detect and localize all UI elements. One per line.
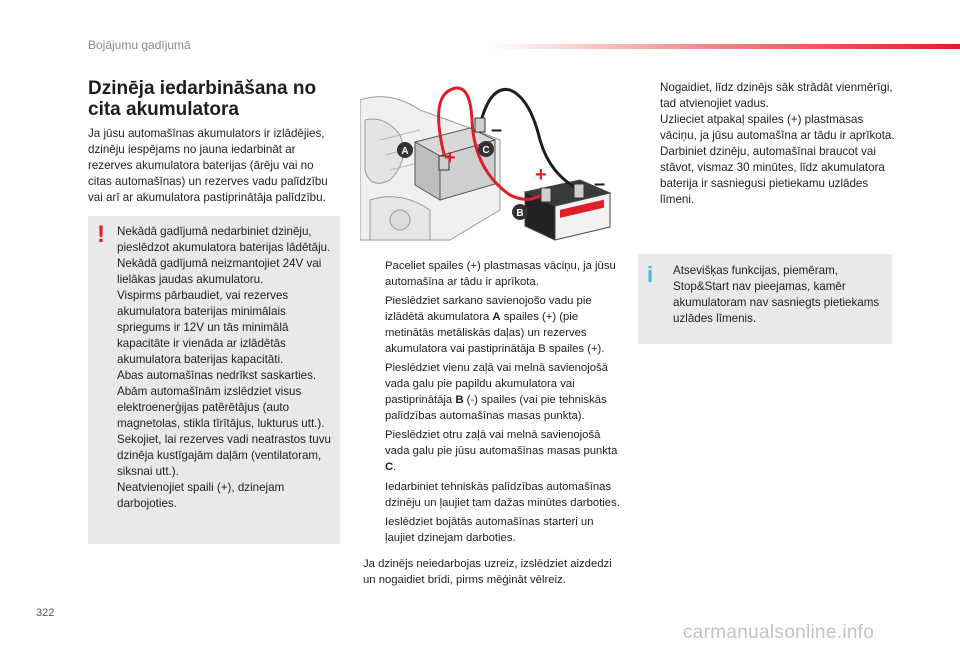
- list-item: Iedarbiniet tehniskās palīdzības automašīnas dzinēju un ļaujiet tam dažas minūtes darboties.: [385, 481, 620, 509]
- warning-exclamation-icon: !: [97, 221, 105, 248]
- watermark: carmanualsonline.info: [683, 622, 875, 643]
- list-item: Paceliet spailes (+) plastmasas vāciņu, ja jūsu automašīna ar tādu ir aprīkota.: [385, 260, 616, 288]
- steps-list-right: [638, 80, 898, 208]
- steps-list-middle-2: [363, 479, 621, 549]
- label-b-marker: [512, 204, 528, 220]
- closing-paragraph: Ja dzinējs neiedarbojas uzreiz, izslēdziet aizdedzi un nogaidiet brīdi, pirms mēģināt vēlreiz.: [363, 558, 612, 586]
- label-c-marker: [478, 141, 494, 157]
- warning-box: [88, 216, 340, 544]
- warning-text: Nekādā gadījumā nedarbiniet dzinēju, pieslēdzot akumulatora baterijas lādētāju. Nekādā gadījumā neizmantojiet 24V vai lielākas jaudas akumulatoru. Vispirms pārbaudiet, vai rezerves akumulatora baterijas minimālais spriegums ir 12V un tās minimālā kapacitāte ir vienāda ar izlādētās akumulatora baterijas kapacitāti. Abas automašīnas nedrīkst saskarties. Abām automašīnām izslēdziet visus elektroenerģijas patērētājus (auto magnetolas, stikla tīrītājus, lukturus utt.). Sekojiet, lai rezerves vadi neatrastos tuvu dzinēja kustīgajām daļām (ventilatoram, siksnai utt.). Neatvienojiet spaili (+), dzinejam darbojoties.: [117, 225, 331, 510]
- intro-paragraph: Ja jūsu automašīnas akumulators ir izlādējies, dzinēju iespējams no jauna iedarbināt ar rezerves akumulatora baterijas (ārēju vai no citas automašīnas) un rezerves vadu palīdzību vai arī ar akumulatora pastiprinātāja palīdzību.: [88, 127, 328, 204]
- info-text: Atsevišķas funkcijas, piemēram, Stop&Start nav pieejamas, kamēr akumulatoram nav sasniegts pietiekams uzlādes līmenis.: [673, 264, 880, 325]
- label-a-marker: [397, 142, 413, 158]
- page-number: 322: [36, 607, 55, 619]
- label-b: B: [516, 208, 524, 219]
- minus-sign-c: –: [491, 119, 503, 141]
- info-icon: i: [647, 262, 654, 287]
- steps-list-middle: [363, 258, 621, 478]
- label-a: A: [401, 146, 409, 157]
- list-item: Pieslēdziet vienu zaļā vai melnā savienojošā vada galu pie papildu akumulatora vai pastiprinātāja B (-) spailes (vai pie tehniskās palīdzības automašīnas masas punkta).: [385, 362, 608, 422]
- list-item: Nogaidiet, līdz dzinējs sāk strādāt vienmērīgi, tad atvienojiet vadus.: [660, 81, 893, 110]
- label-c: C: [482, 145, 490, 156]
- list-item: Pieslēdziet otru zaļā vai melnā savienojošā vada galu pie jūsu automašīnas masas punkta C.: [385, 429, 618, 473]
- list-item: Ieslēdziet bojātās automašīnas starteri un ļaujiet dzinejam darboties.: [385, 516, 594, 544]
- page-title: Dzinēja iedarbināšana no cita akumulatora: [88, 78, 317, 120]
- plus-sign-a: +: [444, 147, 456, 169]
- jump-start-illustration: [360, 80, 615, 250]
- info-box: [638, 254, 892, 344]
- section-header: Bojājumu gadījumā: [88, 38, 191, 52]
- list-item: Darbiniet dzinēju, automašīnai braucot vai stāvot, vismaz 30 minūtes, līdz akumulatora baterija ir sasniegusi pietiekamu uzlādes līmeni.: [660, 145, 885, 206]
- list-item: Pieslēdziet sarkano savienojošo vadu pie izlādētā akumulatora A spailes (+) (pie metinātās metāliskās daļas) un rezerves akumulatora vai pastiprinātāja B spailes (+).: [385, 295, 605, 355]
- header-accent-bar: [490, 44, 960, 49]
- minus-sign-b: –: [594, 173, 606, 195]
- plus-sign-b: +: [535, 164, 547, 186]
- list-item: Uzlieciet atpakaļ spailes (+) plastmasas vāciņu, ja jūsu automašīna ar tādu ir aprīkota.: [660, 113, 895, 142]
